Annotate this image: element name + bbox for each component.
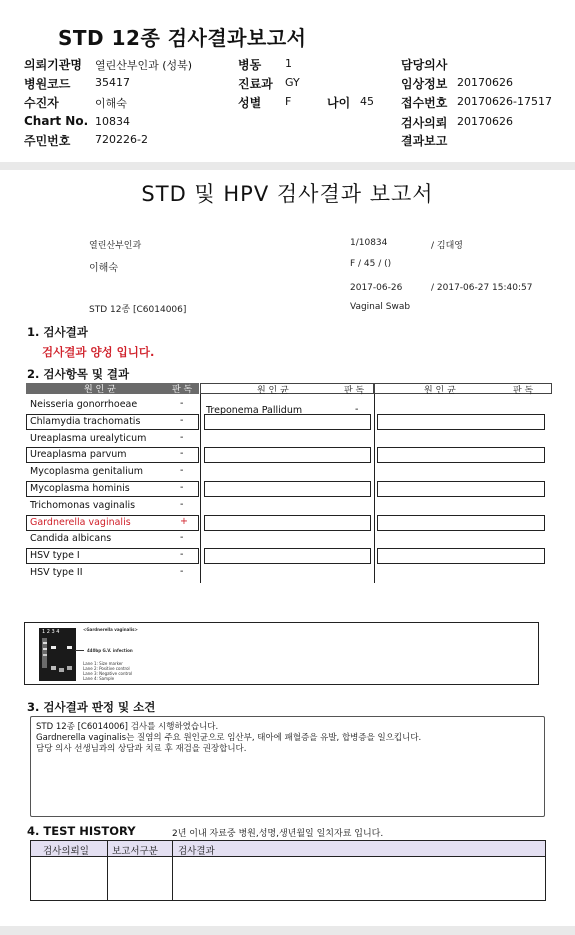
label-hospital-name: 의뢰기관명 — [24, 58, 82, 72]
grid-header-col1 — [26, 383, 199, 394]
empty-result-box — [377, 481, 545, 497]
empty-result-box — [377, 414, 545, 430]
result-pathogen: Gardnerella vaginalis — [30, 516, 131, 528]
grid-header-col2 — [200, 383, 374, 394]
grid-header-col2-reading: 판 독 — [344, 386, 365, 396]
section-result-heading: 1. 검사결과 — [27, 325, 88, 339]
grid-header-col1-reading: 판 독 — [172, 385, 193, 395]
empty-result-box — [204, 548, 371, 564]
result-reading: - — [180, 498, 184, 510]
label-result-report: 결과보고 — [401, 134, 448, 148]
section-history-heading: 4. TEST HISTORY — [27, 824, 136, 838]
report-header — [0, 0, 575, 162]
history-header-result: 검사결과 — [178, 846, 215, 857]
label-doctor: 담당의사 — [401, 58, 448, 72]
result-pathogen: Ureaplasma parvum — [30, 449, 127, 461]
value-hospital-code: 35417 — [95, 76, 130, 89]
report-date-reported: / 2017-06-27 15:40:57 — [431, 283, 533, 293]
label-resident-no: 주민번호 — [24, 134, 71, 148]
result-reading: - — [180, 482, 184, 493]
result-reading: - — [180, 431, 184, 443]
value-hospital-name: 열린산부인과 (성북) — [95, 59, 193, 72]
value-clinical-info: 20170626 — [457, 76, 513, 89]
report-sex-age: F / 45 / () — [350, 259, 392, 269]
history-table — [30, 840, 546, 901]
report-doctor: / 김대영 — [431, 241, 463, 251]
result-pathogen: Ureaplasma urealyticum — [30, 432, 147, 444]
report-title: STD 및 HPV 검사결과 보고서 — [141, 182, 434, 206]
value-age: 45 — [360, 95, 374, 108]
label-patient: 수진자 — [24, 96, 59, 110]
result-pathogen: Mycoplasma genitalium — [30, 466, 144, 478]
opinion-line-3: 담당 의사 선생님과의 상담과 치료 후 재검을 권장합니다. — [36, 744, 247, 754]
value-sex: F — [285, 95, 292, 108]
empty-result-box — [204, 414, 371, 430]
grid-header-col1-pathogen: 원 인 균 — [84, 385, 116, 395]
result-reading: - — [180, 566, 184, 577]
report-date-received: 2017-06-26 — [350, 283, 403, 293]
label-ward: 병동 — [238, 58, 262, 72]
label-receipt-no: 접수번호 — [401, 96, 448, 110]
gel-legend-2: Lane 2: Positive control — [83, 666, 130, 671]
result-pathogen: HSV type II — [30, 567, 83, 578]
gel-image — [39, 628, 76, 681]
empty-result-box — [204, 481, 371, 497]
report-test-code: STD 12종 [C6014006] — [89, 305, 187, 315]
result-pathogen: Mycoplasma hominis — [30, 483, 130, 494]
opinion-line-2: Gardnerella vaginalis는 질염의 주요 원인균으로 임산부, 태아에 패혈증을 유발, 합병증을 일으킵니다. — [36, 733, 422, 743]
history-header-request-date: 검사의뢰일 — [43, 846, 89, 857]
label-request-date: 검사의뢰 — [401, 116, 448, 130]
results-grid — [26, 383, 552, 583]
result-pathogen: Candida albicans — [30, 533, 112, 545]
report-sheet — [0, 170, 575, 926]
section-opinion-heading: 3. 검사결과 판정 및 소견 — [27, 700, 156, 714]
value-resident-no: 720226-2 — [95, 133, 148, 146]
history-col-divider-2 — [172, 841, 173, 900]
grid-header-col3 — [374, 383, 552, 394]
result-pathogen: Chlamydia trachomatis — [30, 415, 141, 427]
grid-header-col3-reading: 판 독 — [513, 386, 534, 396]
history-header-report-type: 보고서구분 — [112, 846, 158, 857]
grid-divider-2 — [374, 394, 375, 583]
opinion-line-1: STD 12종 [C6014006] 검사를 시행하였습니다. — [36, 722, 219, 732]
gel-image-panel — [24, 622, 539, 685]
empty-result-box — [204, 447, 371, 463]
empty-result-box — [377, 447, 545, 463]
empty-result-box — [204, 515, 371, 531]
result-reading: + — [180, 515, 188, 527]
history-col-divider-1 — [107, 841, 108, 900]
grid-header-col2-pathogen: 원 인 균 — [257, 386, 289, 396]
grid-header-col3-pathogen: 원 인 균 — [424, 386, 456, 396]
gel-band-arrow — [75, 650, 84, 651]
gel-bands — [39, 628, 76, 681]
label-sex: 성별 — [238, 96, 262, 110]
gel-legend-3: Lane 3: Negative control — [83, 671, 133, 676]
empty-result-box — [377, 548, 545, 564]
result-reading: - — [180, 398, 184, 409]
gel-band-label: 440bp G.V. infection — [87, 648, 133, 653]
grid-divider-1 — [200, 394, 201, 583]
gel-caption: <Gardnerella vaginalis> — [83, 627, 138, 632]
value-patient: 이해숙 — [95, 97, 127, 110]
result-reading: - — [180, 465, 184, 477]
gel-legend-4: Lane 4: Sample — [83, 676, 115, 681]
opinion-box — [30, 716, 545, 817]
label-department: 진료과 — [238, 77, 273, 91]
result-reading: - — [180, 414, 184, 426]
label-clinical-info: 임상정보 — [401, 77, 448, 91]
report-hospital: 열린산부인과 — [89, 241, 142, 251]
value-department: GY — [285, 76, 300, 89]
report-specimen: Vaginal Swab — [350, 302, 411, 312]
empty-result-box — [377, 515, 545, 531]
col2-result: - — [355, 404, 359, 415]
label-age: 나이 — [327, 96, 351, 110]
result-pathogen: Neisseria gonorrhoeae — [30, 399, 138, 410]
label-hospital-code: 병원코드 — [24, 77, 71, 91]
result-reading: - — [180, 532, 184, 544]
result-reading: - — [180, 448, 184, 460]
result-pathogen: HSV type I — [30, 550, 80, 562]
section-items-heading: 2. 검사항목 및 결과 — [27, 367, 130, 381]
page-title: STD 12종 검사결과보고서 — [58, 26, 307, 50]
col2-pathogen: Treponema Pallidum — [206, 405, 303, 416]
result-pathogen: Trichomonas vaginalis — [30, 499, 136, 511]
history-table-header — [31, 841, 545, 857]
positive-message: 검사결과 양성 입니다. — [42, 345, 155, 359]
report-chart: 1/10834 — [350, 238, 388, 248]
label-chart-no: Chart No. — [24, 114, 89, 128]
value-ward: 1 — [285, 57, 292, 70]
gel-lane-numbers: 1 2 3 4 — [42, 629, 60, 635]
value-receipt-no: 20170626-17517 — [457, 95, 552, 108]
gel-legend-1: Lane 1: Size marker — [83, 661, 123, 666]
history-note: 2년 이내 자료중 병원,성명,생년월일 일치자료 입니다. — [172, 829, 384, 839]
report-patient: 이해숙 — [89, 263, 118, 274]
value-chart-no: 10834 — [95, 115, 130, 128]
result-reading: - — [180, 549, 184, 561]
value-request-date: 20170626 — [457, 115, 513, 128]
